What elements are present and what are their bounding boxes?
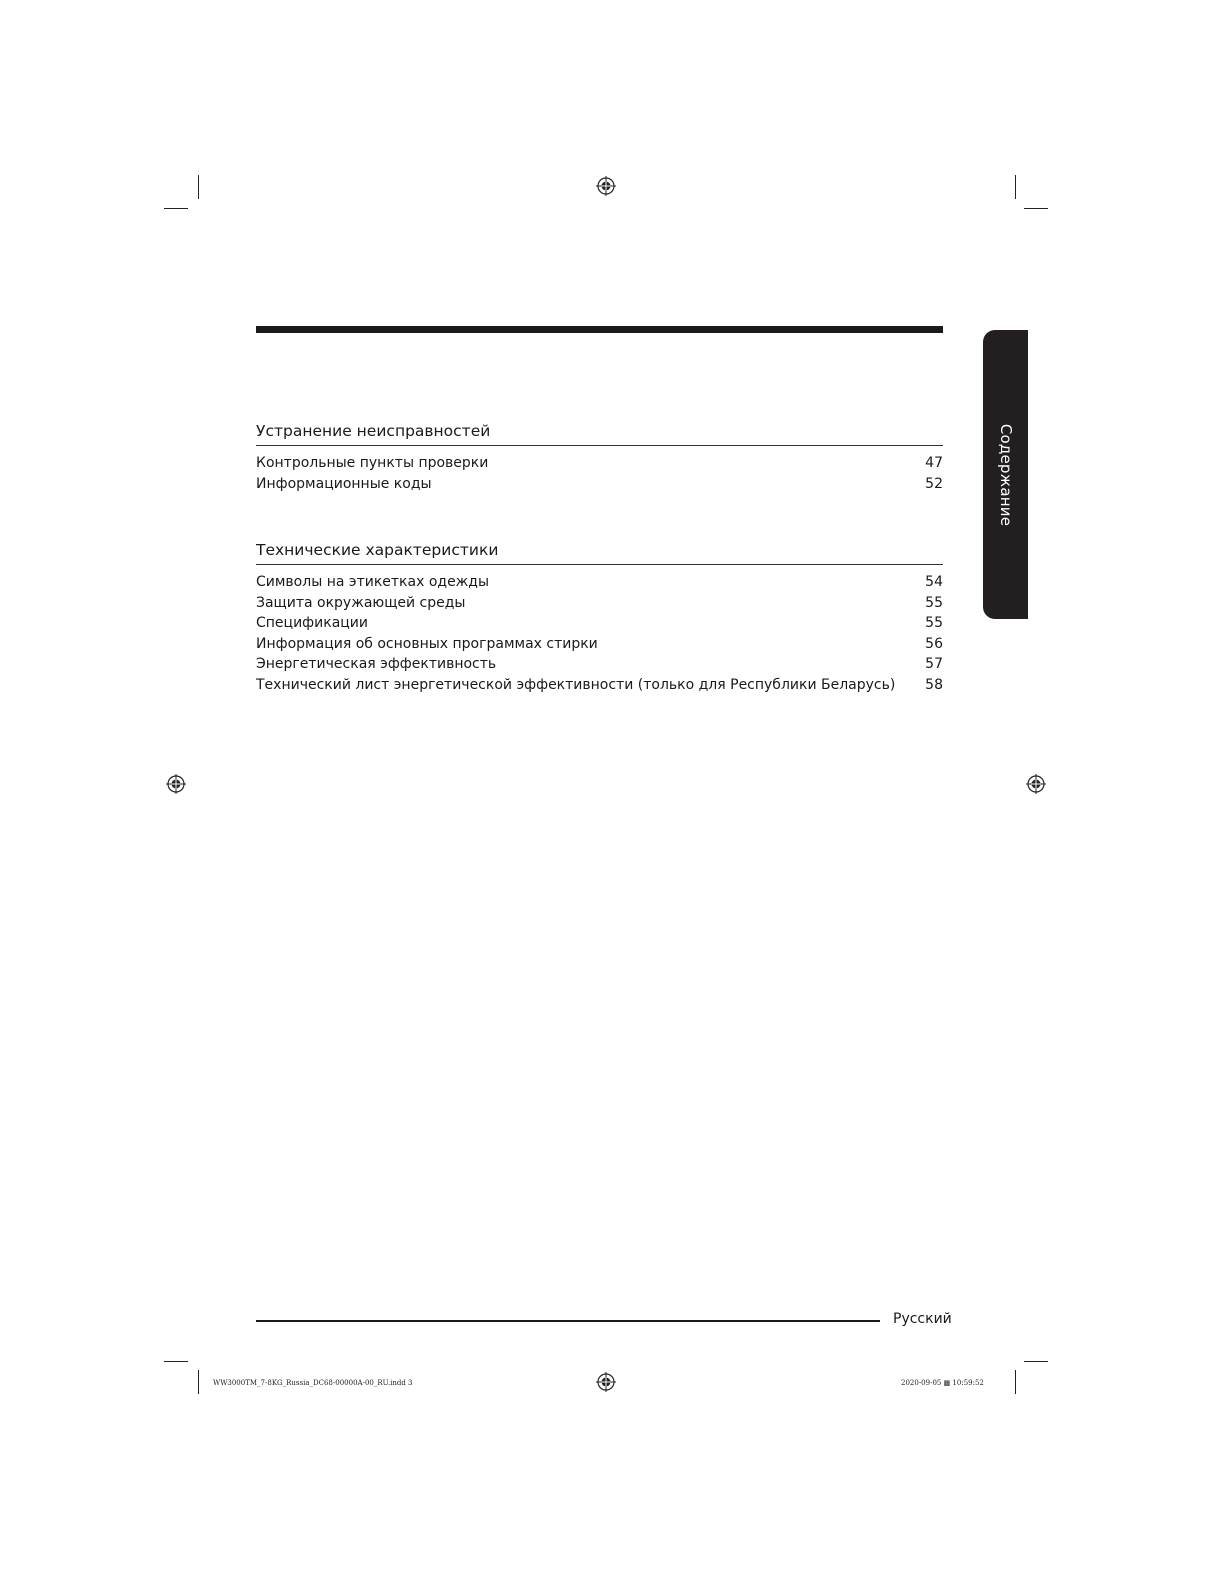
toc-entry-page: 58 (925, 676, 943, 693)
toc-entry[interactable] (256, 654, 943, 675)
toc-section-title: Устранение неисправностей (256, 421, 943, 446)
registration-mark-icon (166, 774, 186, 794)
crop-mark (198, 1370, 199, 1394)
chapter-side-tab[interactable] (983, 330, 1028, 619)
toc-entry[interactable] (256, 453, 943, 474)
crop-mark (1024, 1361, 1048, 1362)
crop-mark (1015, 1370, 1016, 1394)
toc-section-specifications (256, 540, 943, 695)
toc-entry[interactable] (256, 572, 943, 593)
crop-mark (164, 208, 188, 209)
toc-entry-page: 56 (925, 635, 943, 652)
toc-entry-label: Контрольные пункты проверки (256, 455, 489, 471)
footer-language-label: Русский (893, 1311, 952, 1327)
toc-entry-label: Защита окружающей среды (256, 594, 466, 611)
print-slug-timestamp: 2020-09-05 ▩ 10:59:52 (901, 1379, 984, 1387)
crop-mark (1015, 175, 1016, 199)
toc-list (256, 572, 943, 695)
toc-entry-label: Символы на этикетках одежды (256, 574, 490, 590)
crop-mark (164, 1361, 188, 1362)
toc-entry[interactable] (256, 613, 943, 634)
toc-entry[interactable] (256, 474, 943, 495)
crop-mark (198, 175, 199, 199)
toc-entry-page: 55 (925, 594, 943, 611)
toc-entry-label: Информационные коды (256, 475, 432, 492)
footer-rule (256, 1320, 880, 1322)
toc-entry[interactable] (256, 593, 943, 614)
toc-entry-label: Спецификации (256, 615, 368, 631)
toc-entry-label: Технический лист энергетической эффективности (только для Республики Беларусь) (256, 676, 896, 693)
toc-entry-page: 47 (925, 455, 943, 471)
header-rule (256, 326, 943, 333)
toc-list (256, 453, 943, 494)
toc-section-title: Технические характеристики (256, 540, 943, 565)
registration-mark-icon (596, 176, 616, 196)
registration-mark-icon (1026, 774, 1046, 794)
toc-entry-page: 57 (925, 656, 943, 672)
toc-entry-label: Энергетическая эффективность (256, 656, 497, 672)
toc-entry-page: 52 (925, 475, 943, 492)
print-slug-file: WW3000TM_7-8KG_Russia_DC68-00000A-00_RU.indd 3 (213, 1379, 413, 1387)
toc-entry-label: Информация об основных программах стирки (256, 635, 598, 652)
toc-entry[interactable] (256, 675, 943, 696)
toc-entry[interactable] (256, 634, 943, 655)
chapter-side-tab-label: Содержание (996, 423, 1015, 526)
crop-mark (1024, 208, 1048, 209)
registration-mark-icon (596, 1372, 616, 1392)
toc-entry-page: 55 (925, 615, 943, 631)
toc-section-troubleshooting (256, 421, 943, 494)
toc-entry-page: 54 (925, 574, 943, 590)
